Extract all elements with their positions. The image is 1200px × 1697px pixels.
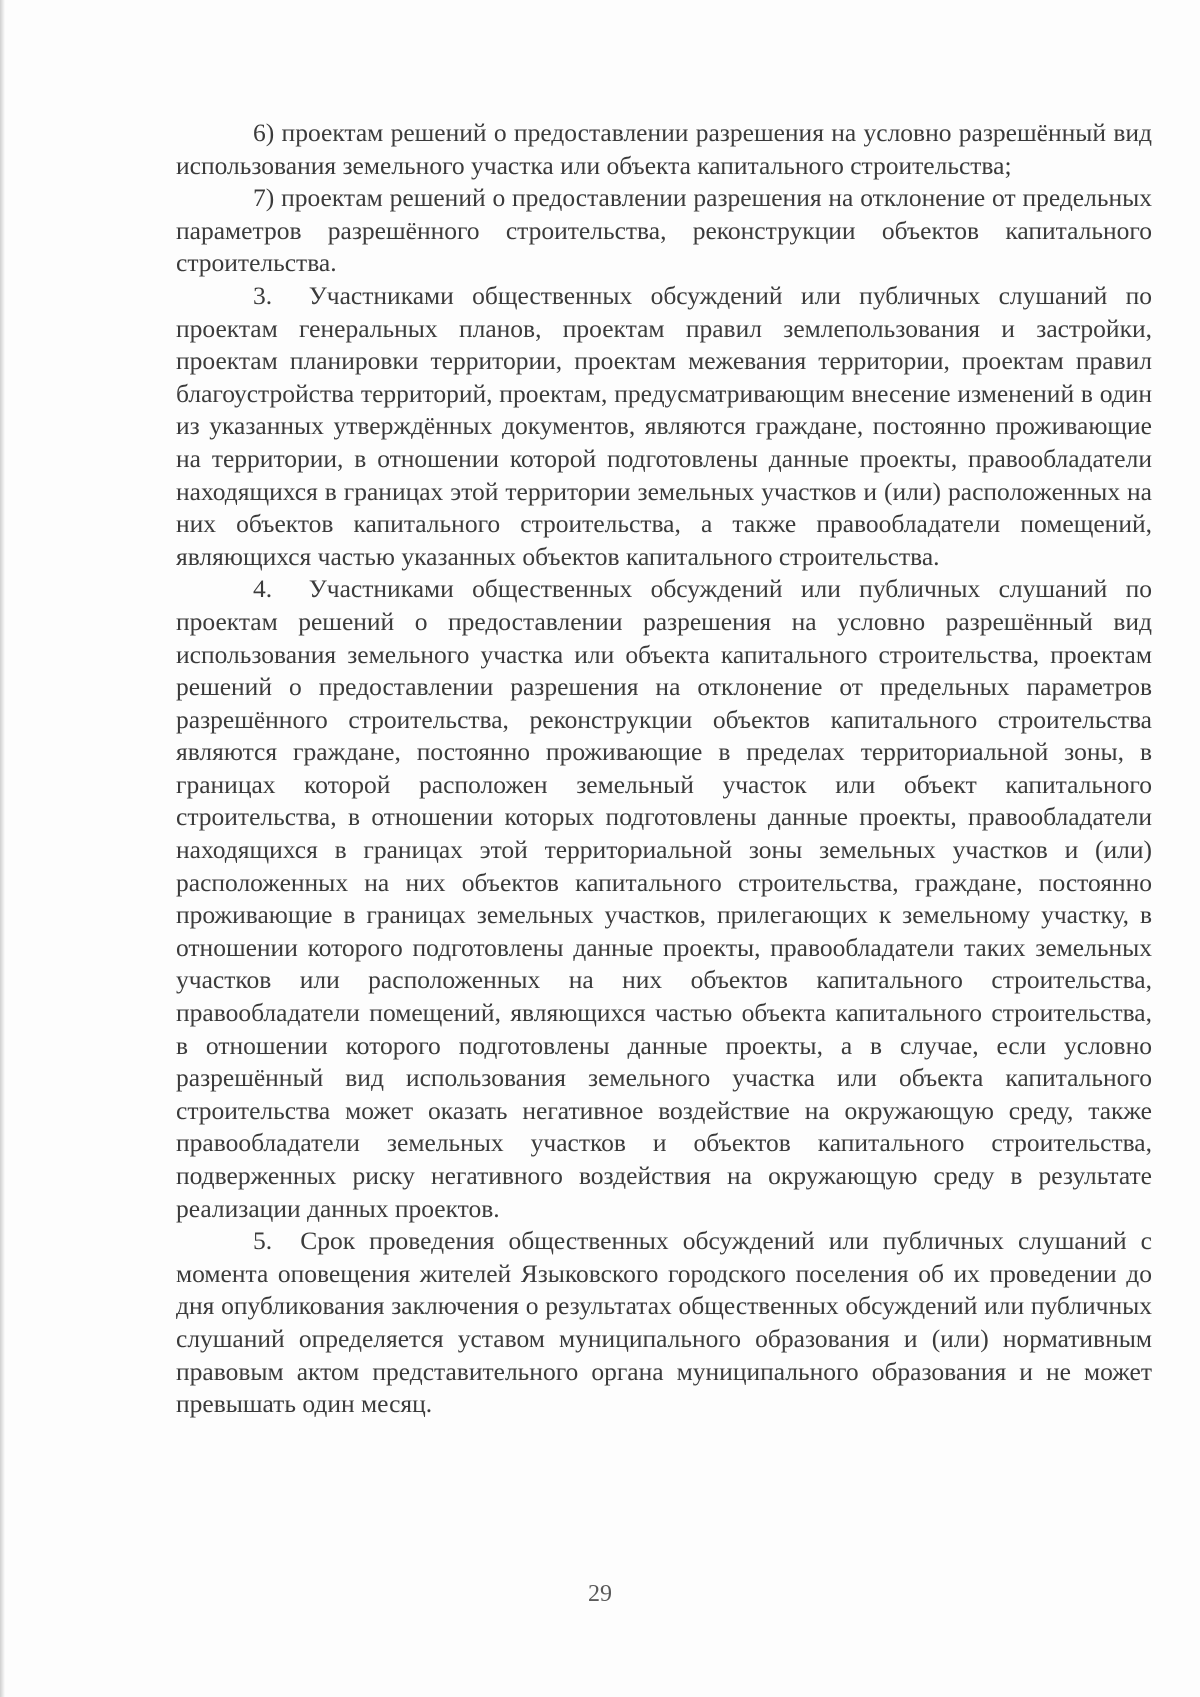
- paragraph-item-6: 6) проектам решений о предоставлении разрешения на условно разрешённый вид использования земельного участка или объекта капитального строительства;: [176, 118, 1152, 180]
- paragraph-clause-5: 5. Срок проведения общественных обсуждений или публичных слушаний с момента оповещения жителей Языковского городского поселения об их проведении до дня опубликования заключения о результатах общественных обсуждений или публичных слушаний определяется уставом муниципального образования и (или) нормативным правовым актом представительного органа муниципального образования и не может превышать один месяц.: [176, 1226, 1152, 1419]
- scan-edge-shadow: [0, 0, 5, 1697]
- page-number: 29: [588, 1581, 612, 1607]
- paragraph-clause-3: 3. Участниками общественных обсуждений или публичных слушаний по проектам генеральных планов, проектам правил землепользования и застройки, проектам планировки территории, проектам межевания территории, проектам правил благоустройства территорий, проектам, предусматривающим внесение изменений в один из указанных утверждённых документов, являются граждане, постоянно проживающие на территории, в отношении которой подготовлены данные проекты, правообладатели находящихся в границах этой территории земельных участков и (или) расположенных на них объектов капитального строительства, а также правообладатели помещений, являющихся частью указанных объектов капитального строительства.: [176, 280, 1152, 571]
- paragraph-item-7: 7) проектам решений о предоставлении разрешения на отклонение от предельных параметров разрешённого строительства, реконструкции объектов капитального строительства.: [176, 183, 1152, 278]
- paragraph-clause-4: 4. Участниками общественных обсуждений или публичных слушаний по проектам решений о предоставлении разрешения на условно разрешённый вид использования земельного участка или объекта капитального строительства, проектам решений о предоставлении разрешения на отклонение от предельных параметров разрешённого строительства, реконструкции объектов капитального строительства являются граждане, постоянно проживающие в пределах территориальной зоны, в границах которой расположен земельный участок или объект капитального строительства, в отношении которых подготовлены данные проекты, правообладатели находящихся в границах этой территориальной зоны земельных участков и (или) расположенных на них объектов капитального строительства, граждане, постоянно проживающие в границах земельных участков, прилегающих к земельному участку, в отношении которого подготовлены данные проекты, правообладатели таких земельных участков или расположенных на них объектов капитального строительства, правообладатели помещений, являющихся частью объекта капитального строительства, в отношении которого подготовлены данные проекты, а в случае, если условно разрешённый вид использования земельного участка или объекта капитального строительства может оказать негативное воздействие на окружающую среду, также правообладатели земельных участков и объектов капитального строительства, подверженных риску негативного воздействия на окружающую среду в результате реализации данных проектов.: [176, 574, 1152, 1223]
- document-body: [176, 117, 1152, 1421]
